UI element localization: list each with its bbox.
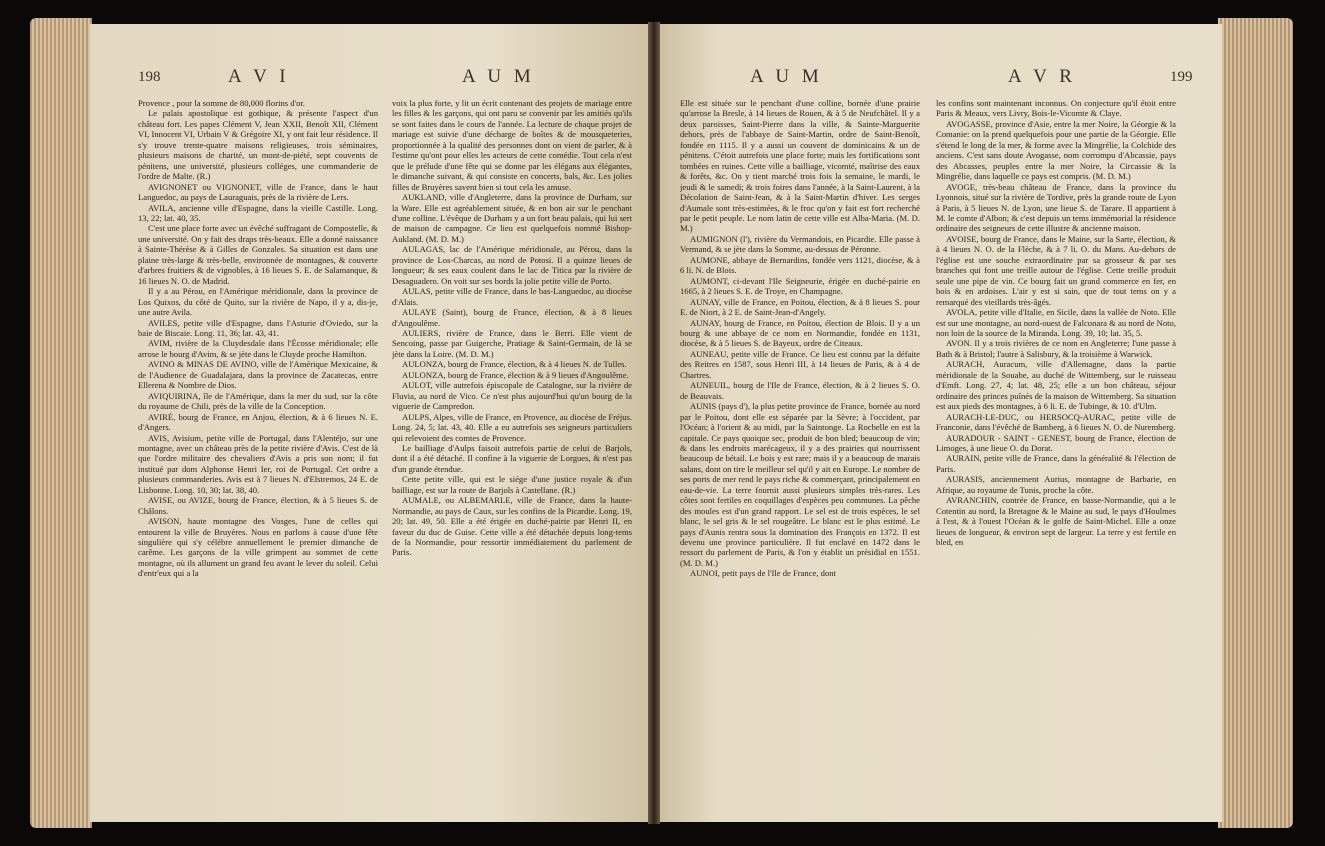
running-header-left: A V I <box>228 66 290 87</box>
dictionary-entry: Provence , pour la somme de 80,000 florins d'or. <box>138 98 305 108</box>
dictionary-entry: AVIM, rivière de la Cluydesdale dans l'Écosse méridionale; elle arrose le bourg d'Avim, & se jète dans le Cluyde proche Hamilton. <box>138 338 378 359</box>
text-column-2 <box>392 98 632 822</box>
dictionary-entry: AVIS, Avisium, petite ville de Portugal, dans l'Alentéjo, sur une montagne, avec un château près de la petite rivière d'Avis. C'est de là que l'ordre militaire des chevaliers d'Avis a pris son nom; il fut institué par dom Alphonse Henri Ier, roi de Portugal. Cet ordre a plusieurs commanderies. Avis est à 7 lieues N. d'Elstremos, 24 E. de Lisbonne. Long. 10, 30; lat. 38, 40. <box>138 432 378 495</box>
text-column-1 <box>680 98 920 822</box>
running-header-right: A V R <box>1008 66 1076 87</box>
text-column-2 <box>936 98 1176 822</box>
dictionary-entry: AVIRÉ, bourg de France, en Anjou, élection, & à 6 lieues N. E. d'Angers. <box>138 411 378 433</box>
dictionary-entry: AVIGNONET ou VIGNONET, ville de France, dans le haut Languedoc, au pays de Lauraguais, près de la rivière de Lers. <box>138 181 378 203</box>
dictionary-entry: AURADOUR - SAINT - GENEST, bourg de France, élection de Limoges, à une lieue O. du Dorat. <box>936 432 1176 453</box>
dictionary-entry: AUNAY, ville de France, en Poitou, élection, & à 8 lieues S. pour E. de Niort, à 2 E. de Saint-Jean-d'Angely. <box>680 296 920 318</box>
dictionary-entry: AVOGASSE, province d'Asie, entre la mer Noire, la Géorgie & la Comanie: on la prend quelquefois pour une partie de la Géorgie. Elle s'étend le long de la mer, & forme avec la Mingrélie, la Colchide des anciens. C'est sans doute Avogasse, nom corrompu d'Abcassie, pays des Abcasses, peuples entre la mer Noire, la Circassie & la Mingrélie, dans laquelle ce pays est compris. (M. D. M.) <box>936 118 1176 182</box>
dictionary-entry: AVINO & MINAS DE AVINO, ville de l'Amérique Mexicaine, & de l'Audience de Guadalajara, dans la province de Zacatecas, entre Ellerena & Nombre de Dios. <box>138 359 378 391</box>
dictionary-entry: Il y a au Pérou, en l'Amérique méridionale, dans la province de Los Quixos, du côté de Quito, sur la rivière de Napo, il y a, dis-je, une autre Avila. <box>138 286 378 318</box>
dictionary-entry: AUMONT, ci-devant l'Ile Seigneurie, érigée en duché-pairie en 1665, à 2 lieues S. E. de Troye, en Champagne. <box>680 275 920 297</box>
dictionary-entry: AVISE, ou AVIZE, bourg de France, élection, & à 5 lieues S. de Châlons. <box>138 495 378 516</box>
dictionary-entry: AUMIGNON (l'), rivière du Vermandois, en Picardie. Elle passe à Vermand, & se jète dans la Somme, au-dessus de Péronne. <box>680 233 920 255</box>
dictionary-entry: les confins sont maintenant inconnus. On conjecture qu'il étoit entre Paris & Meaux, vers Livry, Bois-le-Vicomte & Claye. <box>936 98 1176 119</box>
dictionary-entry: AURACH-LE-DUC, ou HERSOCQ-AURAC, petite ville de Franconie, dans l'évêché de Bamberg, à 6 lieues N. O. de Nuremberg. <box>936 411 1176 433</box>
dictionary-entry: Elle est située sur le penchant d'une colline, bornée d'une prairie qu'arrose la Bresle, à 14 lieues de Rouen, & à 5 de Neufchâtel. Il y a deux paroisses, Saint-Pierre dans la ville, & Sainte-Marguerite dehors, près de l'abbaye de Saint-Martin, ordre de Saint-Benoît, fondée en 1115. Il y a aussi un couvent de dominicains & un de pénitens. C'étoit autrefois une place forte; mais les fortifications sont tombées en ruines. Cette ville a bailliage, vicomté, maîtrise des eaux & forêts, &c. On y tient marché trois fois la semaine, le mardi, le jeudi & le samedi; & trois foires dans l'année, à la Saint-Laurent, à la Décolation de Saint-Jean, & à la Saint-Martin d'hiver. Les serges d'Aumale sont très-estimées, & le froc qu'on y fait est fort recherché par le petit peuple. Le nom latin de cette ville est Alba-Maria. (M. D. M.) <box>680 98 920 234</box>
running-header-left: A U M <box>750 66 823 87</box>
dictionary-entry: Cette petite ville, qui est le siége d'une justice royale & d'un bailliage, est sur la route de Barjols à Castellane. (R.) <box>392 474 632 495</box>
dictionary-entry: C'est une place forte avec un évêché suffragant de Compostelle, & une université. On y fait des draps très-beaux. Elle a donné naissance à Sainte-Thérèse & à Gilles de Gonzales. Sa situation est dans une plaine très-large & très-belle, environnée de montagnes, & couverte d'arbres fruitiers & de vignobles, à 16 lieues S. E. de Salamanque, & 16 lieues N. O. de Madrid. <box>138 223 378 286</box>
book-gutter <box>648 22 660 824</box>
dictionary-entry: AUNAY, bourg de France, en Poitou, élection de Blois. Il y a un bourg & une abbaye de ce nom en Normandie, fondée en 1131, diocèse, & à 5 lieues S. de Bayeux, ordre de Citeaux. <box>680 317 920 349</box>
right-page <box>650 24 1222 822</box>
page-edges-right <box>1218 18 1293 828</box>
running-header-right: A U M <box>462 66 535 87</box>
dictionary-entry: AUMALE, ou ALBEMARLE, ville de France, dans la haute-Normandie, au pays de Caux, sur les confins de la Picardie. Long. 19, 20; lat. 49, 50. Elle a été érigée en duché-pairie par Henri II, en faveur du duc de Guise. Cette ville a été détachée depuis long-tems de la Normandie, pour ressortir immédiatement du parlement de Paris. <box>392 495 632 558</box>
page-edges-left <box>30 18 92 828</box>
dictionary-entry: AVOLA, petite ville d'Italie, en Sicile, dans la vallée de Noto. Elle est sur une montagne, au nord-ouest de Falconara & au nord de Noto, non loin de la source de la Miranda. Long. 39, 10; lat. 35, 5. <box>936 307 1176 338</box>
dictionary-entry: AUNEUIL, bourg de l'Ile de France, élection, & à 2 lieues S. O. de Beauvais. <box>680 380 920 401</box>
dictionary-entry: AVRANCHIN, contrée de France, en basse-Normandie, qui a le Cotentin au nord, la Bretagne & le Maine au sud, le pays d'Houlmes à l'est, & à l'ouest l'Océan & le golfe de Saint-Michel. Elle a onze lieues de longueur, & environ sept de largeur. La terre y est fertile en bled, en <box>936 495 1176 548</box>
text-column-1 <box>138 98 378 822</box>
dictionary-entry: AVILA, ancienne ville d'Espagne, dans la vieille Castille. Long. 13, 22; lat. 40, 35. <box>138 202 378 223</box>
dictionary-entry: AULOT, ville autrefois épiscopale de Catalogne, sur la rivière de Fluvia, au nord de Vico. Ce n'est plus aujourd'hui qu'un bourg de la viguerie de Campredon. <box>392 380 632 412</box>
dictionary-entry: AULONZA, bourg de France, élection & à 9 lieues d'Angoulême. <box>402 369 629 380</box>
page-number: 199 <box>1170 69 1193 85</box>
dictionary-entry: AUNEAU, petite ville de France. Ce lieu est connu par la défaite des Reitres en 1587, sous Henri III, à 14 lieues de Paris, & à 4 de Chartres. <box>680 348 920 380</box>
dictionary-entry: AURACH, Auracum, ville d'Allemagne, dans la partie méridionale de la Souabe, au duché de Wittemberg, sur le ruisseau d'Emft. Long. 27, 4; lat. 48, 25; elle a un bon château, séjour ordinaire des princes puînés de la maison de Wittemberg. Sa situation est aux pieds des montagnes, à 6 li. E. de Tubinge, & 10. d'Ulm. <box>936 359 1176 412</box>
page-number: 198 <box>138 69 161 85</box>
dictionary-entry: AVISON, haute montagne des Vosges, l'une de celles qui entourent la ville de Bruyères. Nous en parlons à cause d'une fête singulière qui s'y célèbre annuellement le premier dimanche de carême. Les garçons de la ville grimpent au sommet de cette montagne, où ils allument un grand feu avant le lever du soleil. Celui d'entr'eux qui a la <box>138 516 378 579</box>
dictionary-entry: AVILES, petite ville d'Espagne, dans l'Asturie d'Oviedo, sur la baie de Biscaie. Long. 11, 36; lat. 43, 41. <box>138 317 378 338</box>
dictionary-entry: AUMONE, abbaye de Bernardins, fondée vers 1121, diocèse, & à 6 li. N. de Blois. <box>680 254 920 276</box>
dictionary-entry: AULAS, petite ville de France, dans le bas-Languedoc, au diocèse d'Alais. <box>392 286 632 307</box>
dictionary-entry: AURAIN, petite ville de France, dans la généralité & l'élection de Paris. <box>936 453 1176 474</box>
dictionary-entry: AULAYE (Saint), bourg de France, élection, & à 8 lieues d'Angoulême. <box>392 307 632 328</box>
dictionary-entry: AULAGAS, lac de l'Amérique méridionale, au Pérou, dans la province de Los-Charcas, au nord de Potosi. Il a quinze lieues de longueur; & ses eaux coulent dans le lac de Titica par la rivière de Desaguadero. On voit sur ses bords la jolie petite ville de Porto. <box>392 244 632 286</box>
dictionary-entry: AUNOI, petit pays de l'Ile de France, dont <box>690 568 836 579</box>
dictionary-entry: AVIQUIRINA, île de l'Amérique, dans la mer du sud, sur la côte du royaume de Chili, près de la ville de la Conception. <box>138 390 378 412</box>
dictionary-entry: AULIERS, rivière de France, dans le Berri. Elle vient de Sencoing, passe par Guigerche, Pratiage & Saint-Germain, de là se jète dans la Loire. (M. D. M.) <box>392 327 632 359</box>
dictionary-entry: Le bailliage d'Aulps faisoit autrefois partie de celui de Barjols, dont il a été détaché. Il confine à la viguerie de Lorgues, & n'est pas d'un grande étendue. <box>392 442 632 474</box>
left-page <box>90 24 662 822</box>
dictionary-entry: AUKLAND, ville d'Angleterre, dans la province de Durham, sur la Ware. Elle est agréablement située, & en bon air sur le penchant d'une colline. L'évêque de Durham y a un fort beau palais, qui lui sert de maison de campagne. Ce lieu est quelquefois nommé Bishop-Aukland. (M. D. M.) <box>392 192 632 244</box>
dictionary-entry: AVOGE, très-beau château de France, dans la province du Lyonnois, situé sur la rivière de Tordive, près la grande route de Lyon à Paris, à 5 lieues N. de Lyon, une lieue S. de Tarare. Il appartient à M. le comte d'Albon; & c'est depuis un tems immémorial la résidence ordinaire des seigneurs de cette illustre & ancienne maison. <box>936 181 1176 234</box>
dictionary-entry: AULONZA, bourg de France, élection, & à 4 lieues N. de Tulles. <box>402 359 627 370</box>
dictionary-entry: Le palais apostolique est gothique, & présente l'aspect d'un château fort. Les papes Clément V, Jean XXII, Benoît XII, Clément VI, Innocent VI, Urbain V & Grégoire XI, y ont fait leur résidence. Il s'y trouve trente-quatre maisons religieuses, trois séminaires, plusieurs maisons de charité, un mont-de-piété, sept couvents de pénitens, une université, plusieurs colléges, une commanderie de l'ordre de Malte. (R.) <box>138 108 378 182</box>
dictionary-entry: AUNIS (pays d'), la plus petite province de France, bornée au nord par le Poitou, dont elle est séparée par la Sèvre; à l'occident, par l'Océan; à l'orient & au midi, par la Saintonge. La Rochelle en est la capitale. Ce pays quoique sec, produit de bon bled; beaucoup de vin; & dans les endroits marécageux, il y a des prairies qui nourrissent beaucoup de bétail. Le bois y est rare; mais il y a beaucoup de marais salans, dont on tire le meilleur sel qu'il y ait en Europe. Le nombre de ses ports de mer rend le pays riche & commerçant, principalement en eau-de-vie. La terre fournit aussi plusieurs simples très-rares. Les côtes sont fertiles en coquillages d'espèces peu communes. La pêche des moules est d'un grand rapport. Le sel est de trois espèces, le sel blanc, le sel gris & le sel rougeâtre. Le blanc est le plus estimé. Le pays d'Aunis rentra sous la domination des François en 1372. Il est devenu une province particulière. Il fut enclavé en 1472 dans le ressort du parlement de Paris, & l'on y établit un présidial en 1551. (M. D. M.) <box>680 401 920 568</box>
dictionary-entry: AVOISE, bourg de France, dans le Maine, sur la Sarte, élection, & à 4 lieues N. O. de la Flèche, & à 7 li. O. du Mans. Au-dehors de l'église est une souche extraordinaire par sa grosseur & par ses branches qui font une treille autour de l'église. Cette treille produit seule une pipe de vin. Ce bourg fait un grand commerce en fer, en bois & en ardoises. L'air y est si sain, que de tout tems on y a remarqué des vieillards très-âgés. <box>936 233 1176 307</box>
dictionary-entry: AVON. Il y a trois rivières de ce nom en Angleterre; l'une passe à Bath & à Bristol; l'autre à Salisbury, & la troisième à Warwick. <box>936 338 1176 359</box>
dictionary-entry: AURASIS, anciennement Aurius, montagne de Barbarie, en Afrique, au royaume de Tunis, proche la côte. <box>936 474 1176 495</box>
dictionary-entry: voix la plus forte, y lit un écrit contenant des projets de mariage entre les filles & les garçons, qui ont paru se convenir par les amitiés qu'ils se sont faites dans le cours de l'année. La lecture de chaque projet de mariage est suivie d'une décharge de boîtes & de mousqueteries, proportionnée à la qualité des personnes dont on vient de parler, & à l'estime qu'ont pour elles les acteurs de cette comédie. Tout cela n'est que le prélude d'une fête qui se donne par les élégans aux élégantes, le dimanche suivant, & qui consiste en concerts, bals, &c. Les jolies filles de Bruyères savent bien si tout cela les amuse. <box>392 98 632 192</box>
dictionary-entry: AULPS, Alpes, ville de France, en Provence, au diocèse de Fréjus. Long. 24, 5; lat. 43, 40. Elle a eu autrefois ses seigneurs particuliers qui relevoient des comtes de Provence. <box>392 411 632 443</box>
